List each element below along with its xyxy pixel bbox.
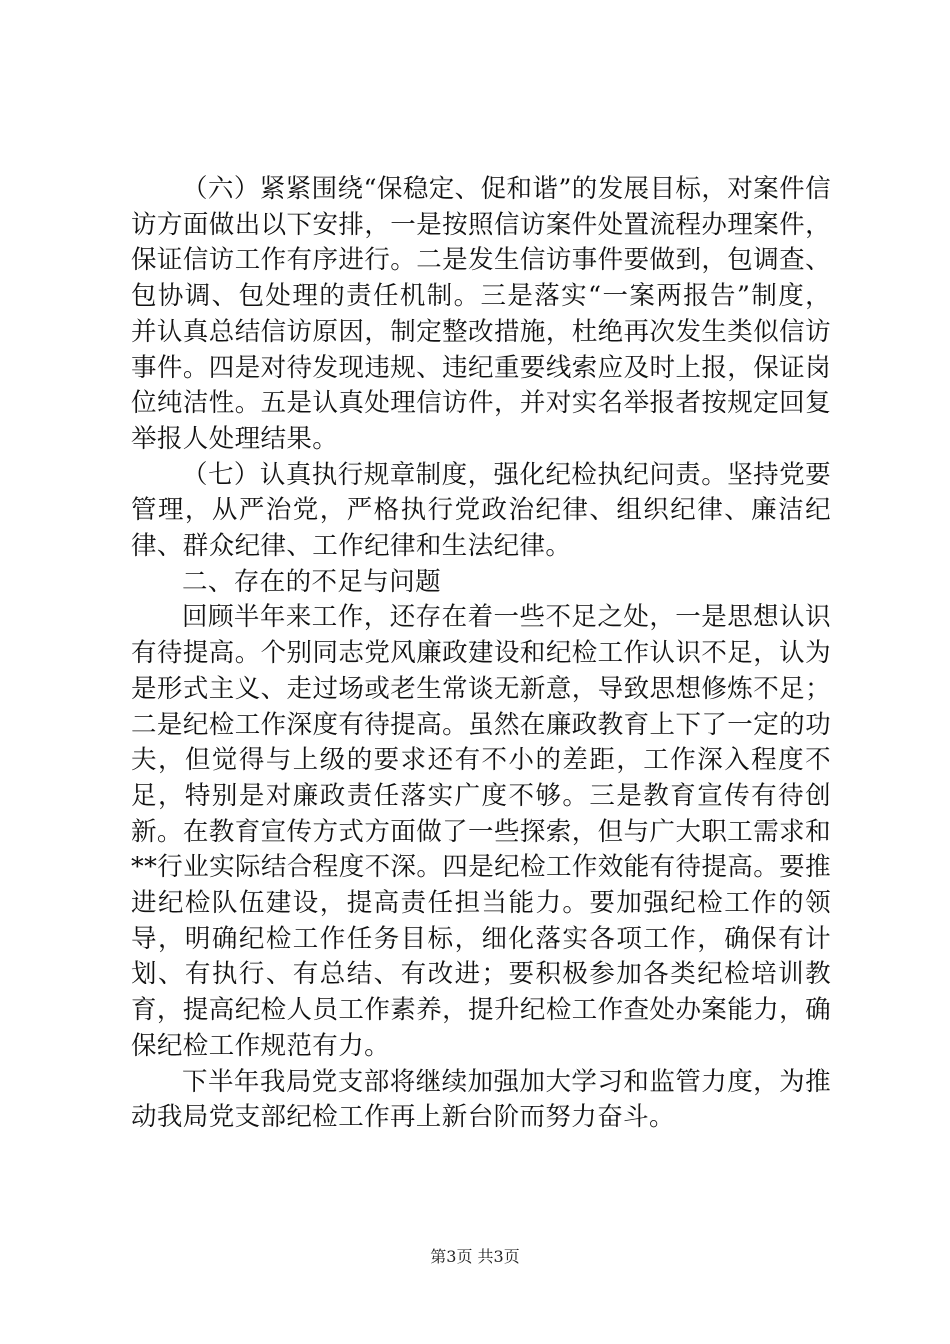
page-number-footer: 第3页 共3页 bbox=[430, 1247, 520, 1266]
paragraph-section-six: （六）紧紧围绕“保稳定、促和谐”的发展目标，对案件信访方面做出以下安排，一是按照信访案件处置流程办理案件，保证信访工作有序进行。二是发生信访事件要做到，包调查、包协调、包处理的责任机制。三是落实“一案两报告”制度，并认真总结信访原因，制定整改措施，杜绝再次发生类似信访事件。四是对待发现违规、违纪重要线索应及时上报，保证岗位纯洁性。五是认真处理信访件，并对实名举报者按规定回复举报人处理结果。 bbox=[131, 174, 831, 454]
document-body bbox=[131, 172, 831, 1136]
paragraph-section-seven: （七）认真执行规章制度，强化纪检执纪问责。坚持党要管理，从严治党，严格执行党政治纪律、组织纪律、廉洁纪律、群众纪律、工作纪律和生法纪律。 bbox=[131, 459, 831, 562]
section-heading-shortcomings: 二、存在的不足与问题 bbox=[182, 566, 442, 597]
paragraph-closing: 下半年我局党支部将继续加强加大学习和监管力度，为推动我局党支部纪检工作再上新台阶而努力奋斗。 bbox=[131, 1066, 831, 1133]
paragraph-review: 回顾半年来工作，还存在着一些不足之处，一是思想认识有待提高。个别同志党风廉政建设和纪检工作认识不足，认为是形式主义、走过场或老生常谈无新意，导致思想修炼不足；二是纪检工作深度有待提高。虽然在廉政教育上下了一定的功夫，但觉得与上级的要求还有不小的差距，工作深入程度不足，特别是对廉政责任落实广度不够。三是教育宣传有待创新。在教育宣传方式方面做了一些探索，但与广大职工需求和**行业实际结合程度不深。四是纪检工作效能有待提高。要推进纪检队伍建设，提高责任担当能力。要加强纪检工作的领导，明确纪检工作任务目标，细化落实各项工作，确保有计划、有执行、有总结、有改进；要积极参加各类纪检培训教育，提高纪检人员工作素养，提升纪检工作查处办案能力，确保纪检工作规范有力。 bbox=[131, 602, 831, 1061]
